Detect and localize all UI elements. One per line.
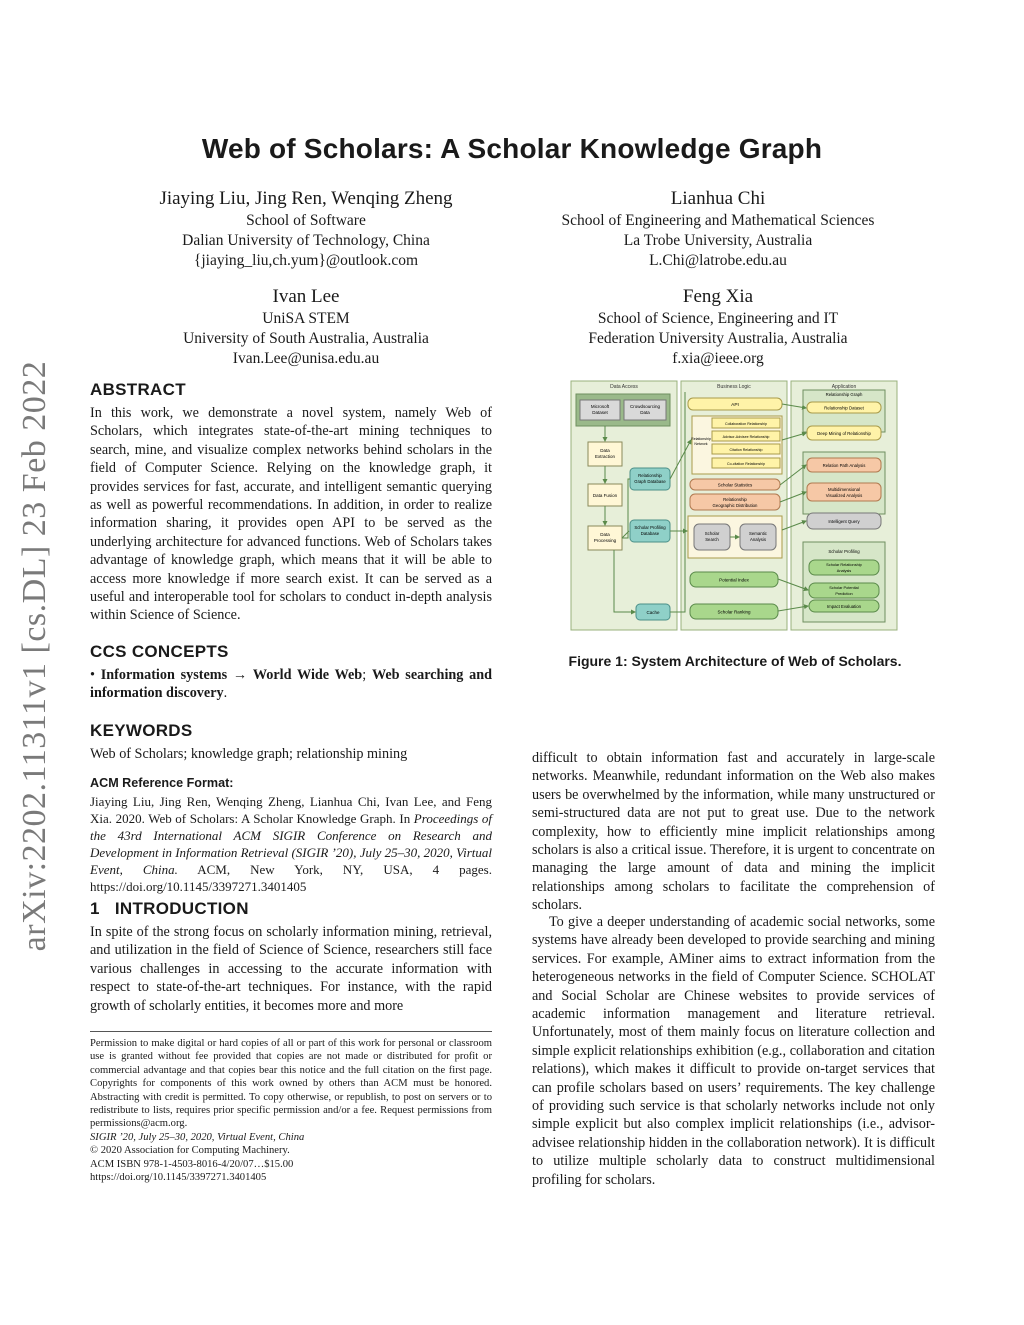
author-email: L.Chi@latrobe.edu.au [649,252,787,269]
microsoft-label: Microsoft [590,404,610,409]
arxiv-stamp: arXiv:2202.11311v1 [cs.DL] 23 Feb 2022 [16,360,53,952]
multidim-label: Visualized Analysis [825,493,863,498]
geo-label: Relationship [723,497,747,502]
permission-text: Permission to make digital or hard copies of all or part of this work for personal or classroom use is granted without fee provided that copies are not made or distributed for profit or commercial advantage and that copies bear this notice and the full citation on the first page. Copyrights for components of this work owned by others than ACM must be honored. Abstracting with credit is permitted. To copy otherwise, or republish, to post on servers or to redistribute to lists, requires prior specific permission and/or a fee. Request permissions from permissions@acm.org. [90,1038,492,1130]
col-title-data-access: Data Access [610,384,638,390]
ccs-separator: ; [362,667,367,683]
pathanalysis-label: Relation Path Analysis [822,463,866,468]
relnet-label: Network [694,442,708,446]
author-affiliation: UniSA STEM [262,310,350,327]
citation-rel: Citation Relationship [729,448,763,452]
ccs-arrow: → [232,667,248,683]
intro-heading [90,899,249,919]
fusion-label: Data Fusion [592,493,618,498]
impact-label: Impact Evaluation [826,604,862,609]
permission-footnote [90,1037,492,1184]
ccs-bullet: • [90,667,95,683]
collab-rel: Collaboration Relationship [725,422,767,426]
crowd-label: Crowdsourcing [629,404,661,409]
author-affiliation: School of Software [246,212,366,229]
author-block-1 [136,187,476,271]
abstract-text: In this work, we demonstrate a novel system, namely Web of Scholars, which integrates state-of-the-art mining techniques to search, mine, and visualize complex networks behind scholars in the field of Computer Science. Relying on the knowledge graph, it provides services for fast, accurate, and intelligent semantic querying as well as powerful recommendations. In addition, in order to realize information sharing, it provides open API to be served as the underlying architecture for advanced functions. Web of Scholars takes advantage of knowledge graph, which means that it will be able to access more knowledge if more search exist. It can be served as a useful and interoperable tool for scholars to conduct in-depth analysis within Science of Science. [90,405,492,624]
author-email: Ivan.Lee@unisa.edu.au [232,350,380,367]
ranking-label: Scholar Ranking [717,609,751,615]
cache-label: Cache [646,610,660,615]
crowd-label: Data [640,410,650,415]
processing-label: Data [600,532,610,537]
ccs-web-searching: Web searching and information discovery [90,667,493,702]
semantic-label: Analysis [749,537,767,542]
figure-caption: Figure 1: System Architecture of Web of Scholars. [568,653,902,669]
relgraph-label: Relationship Graph [825,392,863,397]
spot-label: Prediction [835,591,853,596]
paper-title: Web of Scholars: A Scholar Knowledge Graph [201,133,823,164]
profiling-label: Scholar Profiling [828,549,860,554]
intro-title: INTRODUCTION [114,899,249,918]
rgdb-label: Relationship [638,473,662,478]
author-block-2 [528,187,908,271]
advisor-rel: Advisor-Advisee Relationship [722,435,770,439]
stats-label: Scholar Statistics [717,482,753,488]
col-title-application: Application [831,384,857,390]
intro-related-work-paragraph: To give a deeper understanding of academic social networks, some systems have already been developed to provide searching and mining services. For example, AMiner aims to extract information from the heterogeneous networks in the field of Computer Science. SCHOLAT and Social Scholar are Chinese websites to provide services of academic information management and literature retrieval. Unfortunately, most of them mainly focus on literature collection and simple explicit relationships exhibition (e.g., collaboration and citation relations), which makes it difficult to provide on-target services that can profile scholars based on users’ requirements. The key challenge of providing such service is that scholarly networks include not only simple explicit but also complex implicit relationships (i.e., advisor-advisee relationship hidden in the collaboration network). It is difficult to utilize multiple scholarly data to construct multidimensional profiling for scholars. [532,914,935,1188]
author-block-3 [136,285,476,369]
extraction-label: Data [600,448,610,453]
multidim-label: Multidimensional [827,487,861,492]
rgdb-label: Graph Database [634,479,666,484]
author-names: Lianhua Chi [670,188,766,209]
potential-label: Potential Index [719,577,749,583]
keywords-heading: KEYWORDS [90,721,193,740]
intro-text: In spite of the strong focus on scholarly information mining, retrieval, and utilization in the field of Science of Science, researchers still face various challenges in accessing to the accurate information with respect to state-of-the-art techniques. For instance, with the rapid growth of scholarly entities, it becomes more and more [90,924,492,1014]
author-affiliation: School of Science, Engineering and IT [597,310,839,327]
abstract-heading: ABSTRACT [90,380,186,399]
relnet-label: Relationship [691,437,711,441]
search-label: Search [705,537,719,542]
author-affiliation: La Trobe University, Australia [623,232,813,249]
footnote-venue: SIGIR ’20, July 25–30, 2020, Virtual Event, China [90,1131,305,1143]
author-names: Jiaying Liu, Jing Ren, Wenqing Zheng [159,188,453,209]
author-affiliation: Federation University Australia, Australia [588,330,848,347]
geo-label: Geographic Distribution [712,503,758,508]
col-title-business-logic: Business Logic [717,384,751,390]
system-architecture-figure [570,380,898,632]
author-affiliation: University of South Australia, Australia [183,330,429,347]
intro-number: 1 [90,899,100,918]
extraction-label: Extraction [594,454,616,459]
srel-label: Analysis [836,568,852,573]
acm-ref-publisher: ACM, New York, NY, USA, 4 pages. https://doi.org/10.1145/3397271.3401405 [90,862,492,894]
ccs-www: World Wide Web [252,667,363,683]
author-affiliation: School of Engineering and Mathematical Sciences [561,212,875,229]
spdb-label: Scholar Profiling [634,525,666,530]
ccs-concepts [90,666,492,703]
acm-ref-venue: Proceedings of the 43rd International ACM SIGIR Conference on Research and Development in Information Retrieval (SIGIR ’20), July 25–30, 2020, Virtual Event, China. [90,811,492,877]
footnote-rule [90,1031,492,1032]
srel-label: Scholar Relationship [826,562,862,567]
author-affiliation: Dalian University of Technology, China [182,232,430,249]
author-email: f.xia@ieee.org [672,350,764,367]
ccs-information-systems: Information systems [100,667,228,683]
acm-ref-text [90,793,492,895]
author-names: Ivan Lee [272,286,340,307]
api-label: API [731,403,739,408]
multidim-analysis-node [807,483,881,501]
ccs-heading: CCS CONCEPTS [90,642,229,661]
acm-ref-heading: ACM Reference Format: [90,776,234,790]
spdb-label: Database [640,531,660,536]
author-names: Feng Xia [682,286,754,307]
spot-label: Scholar Potential [829,585,859,590]
microsoft-label: Dataset [592,410,608,415]
keywords-text: Web of Scholars; knowledge graph; relationship mining [90,746,408,762]
intelquery-label: Intelligent Query [828,519,860,524]
footnote-doi: https://doi.org/10.1145/3397271.3401405 [90,1172,267,1184]
search-label: Scholar [704,531,720,536]
author-block-4 [528,285,908,369]
reldataset-label: Relationship Dataset [824,405,864,411]
footnote-copyright: © 2020 Association for Computing Machinery. [90,1145,290,1157]
processing-label: Processing [593,538,617,543]
author-email: {jiaying_liu,ch.yum}@outlook.com [193,252,419,269]
cocitation-rel: Co-citation Relationship [727,462,765,466]
acm-ref-authors: Jiaying Liu, Jing Ren, Wenqing Zheng, Lianhua Chi, Ivan Lee, and Feng Xia. 2020. Web of Scholars: A Scholar Knowledge Graph. In [90,794,492,826]
semantic-label: Semantic [749,531,767,536]
deepmining-label: Deep Mining of Relationship [817,431,871,436]
footnote-isbn: ACM ISBN 978-1-4503-8016-4/20/07…$15.00 [90,1158,294,1170]
intro-continued-paragraph: difficult to obtain information fast and accurately in large-scale networks. Meanwhile, redundant information on the Web also makes users be overwhelmed by the information, while many unstructured or semi-structured data are not put to great use. Due to the network complexity, how to efficiently mine implicit relationships among scholars is also a critical issue. Therefore, it is urgent to concentrate on managing the large amount of data and mining the implicit relationships among scholars to facilitate the comprehension of scholars. [532,750,935,914]
ccs-end: . [223,685,228,702]
